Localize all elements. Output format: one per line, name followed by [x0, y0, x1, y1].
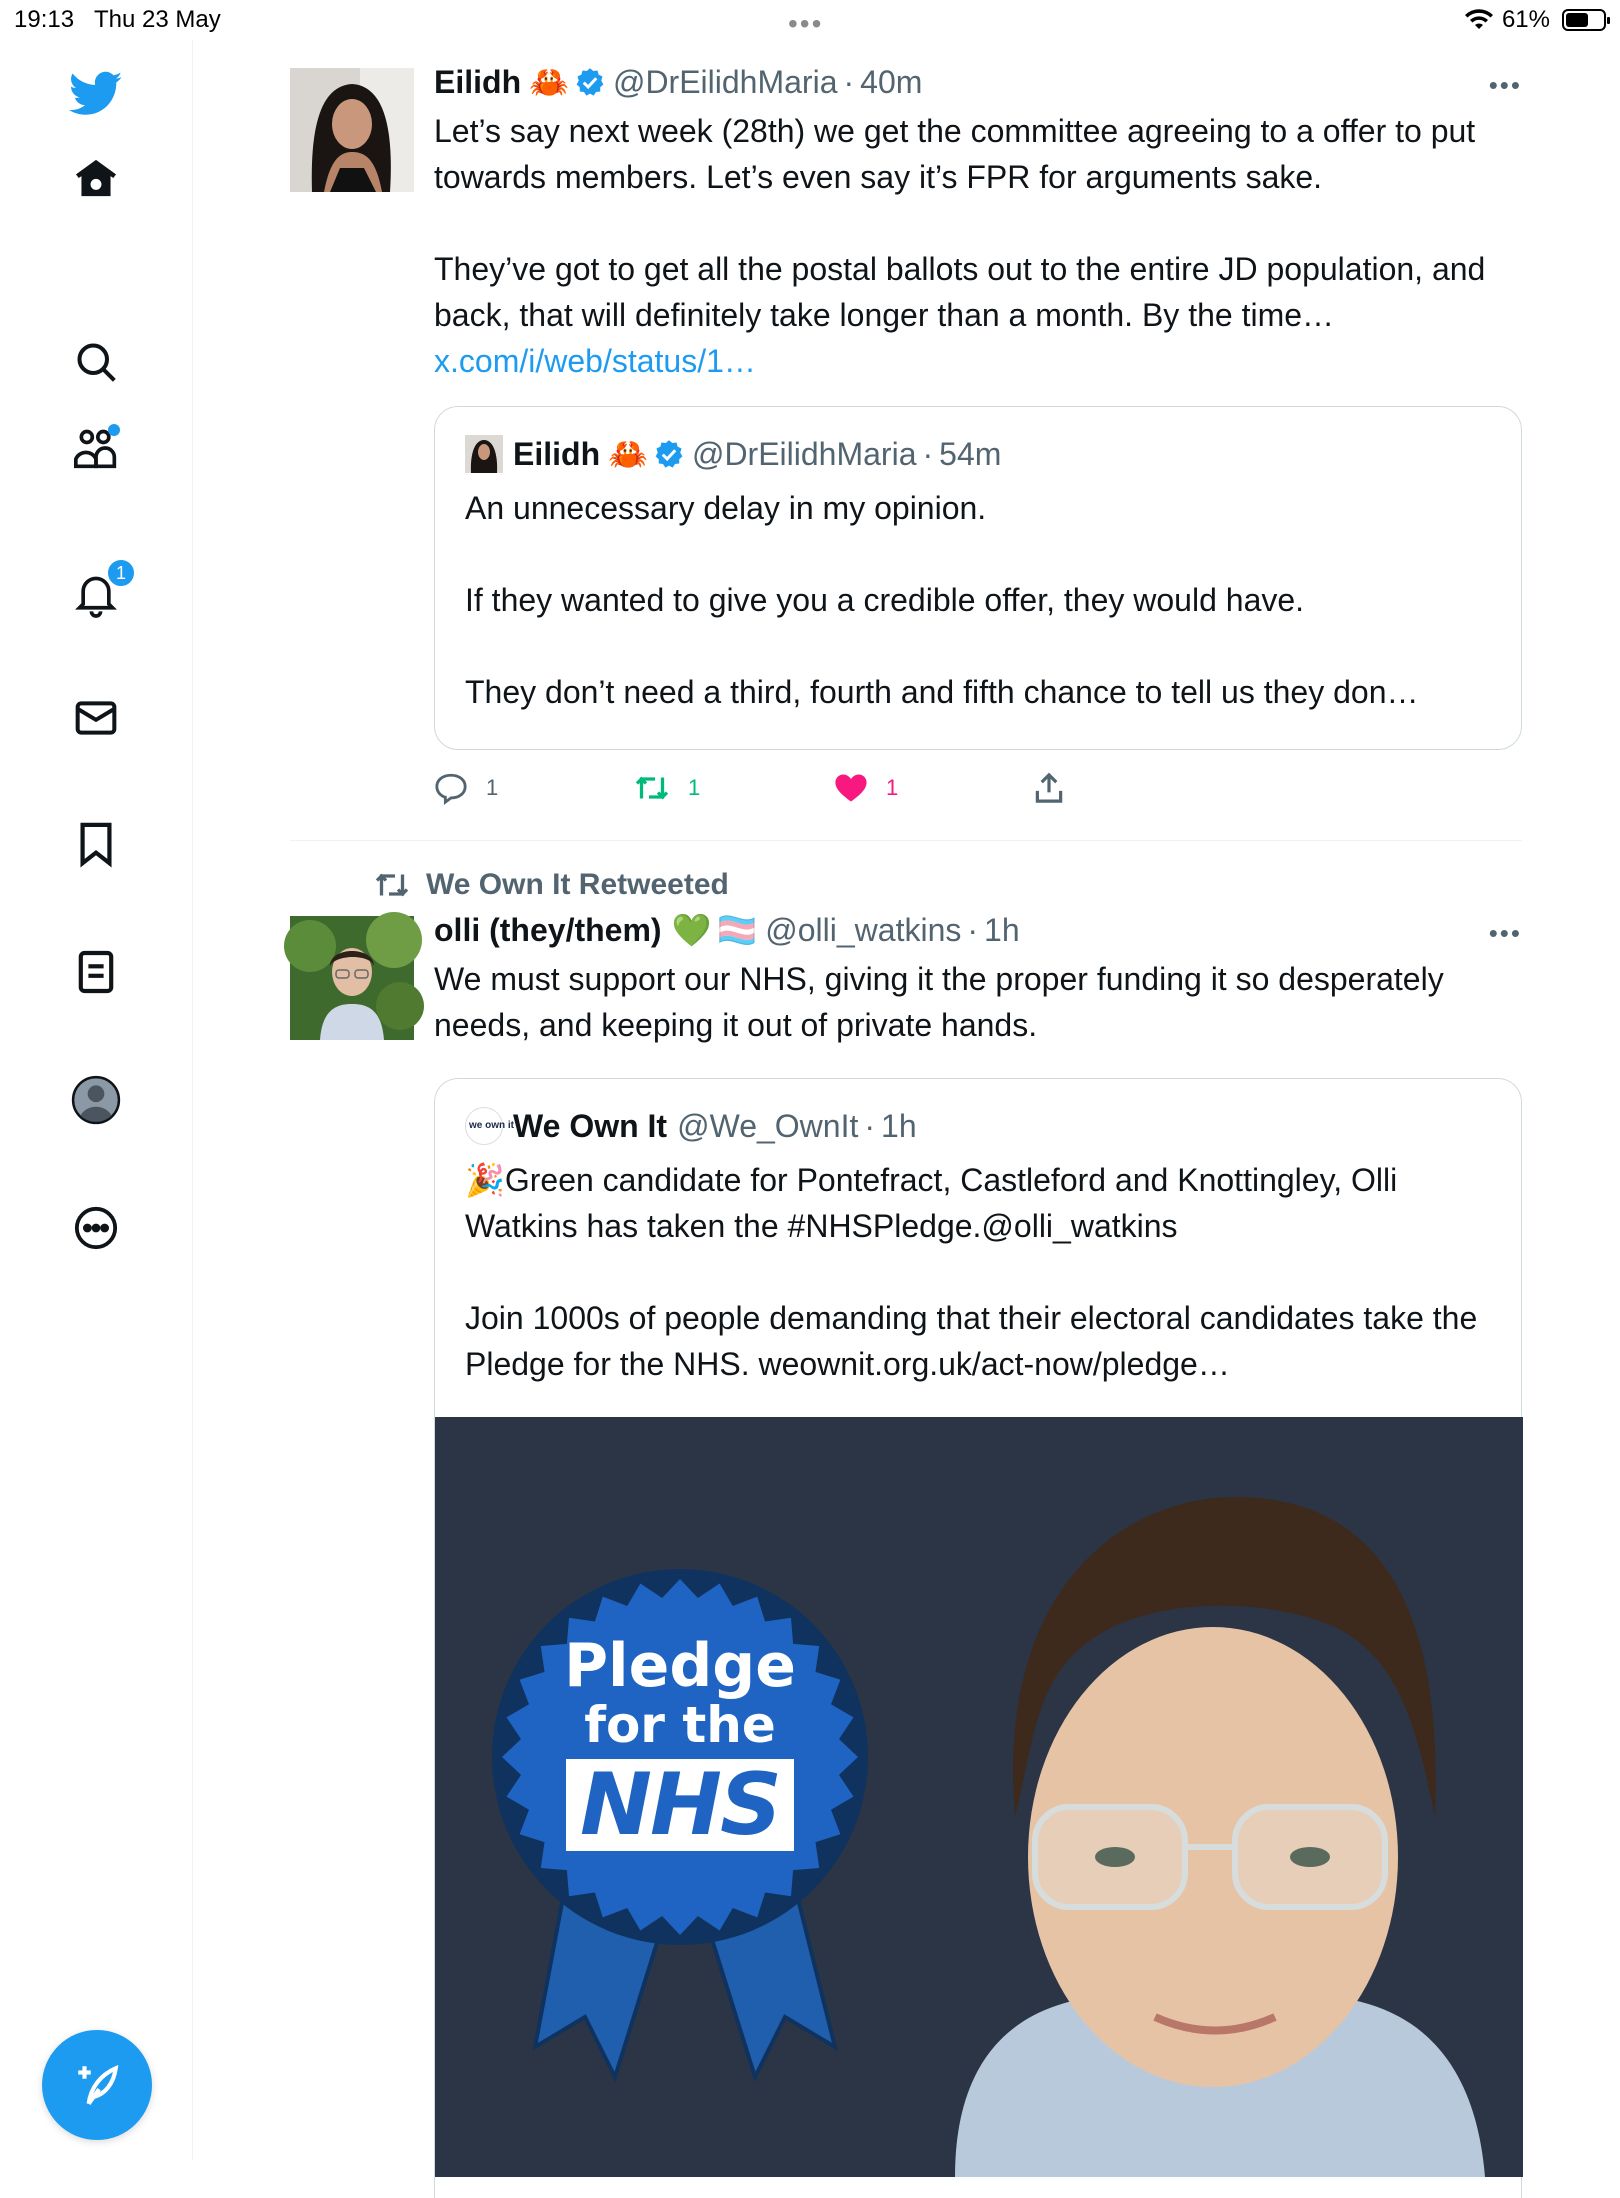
tweet[interactable]	[290, 862, 1522, 2162]
notifications-icon[interactable]	[68, 562, 126, 622]
pledge-badge-text	[492, 1631, 868, 1855]
battery-icon	[1562, 9, 1606, 31]
retweet-count: 1	[688, 775, 701, 800]
avatar[interactable]	[290, 916, 414, 1040]
avatar[interactable]	[290, 68, 414, 192]
name-emoji: 💚	[671, 912, 712, 948]
communities-icon[interactable]	[68, 420, 124, 476]
more-options-icon[interactable]: •••	[1488, 70, 1522, 100]
quoted-tweet-header: Eilidh 🦀 @DrEilidhMaria · 54m	[435, 407, 1521, 473]
quoted-text-paragraph: 🎉Green candidate for Pontefract, Castleford and Knottingley, Olli Watkins has taken the #NHSPledge.@olli_watkins	[465, 1162, 1398, 1244]
nhs-logo: NHS	[566, 1759, 794, 1851]
timestamp[interactable]: 40m	[860, 64, 923, 100]
quoted-tweet-text	[435, 473, 1521, 715]
retweeted-by-label[interactable]: We Own It Retweeted	[426, 868, 729, 901]
quoted-handle: @DrEilidhMaria	[691, 435, 917, 472]
quoted-avatar[interactable]	[465, 435, 503, 473]
profile-icon[interactable]	[68, 1072, 124, 1128]
reply-button[interactable]	[434, 772, 634, 804]
compose-icon	[72, 2060, 122, 2110]
tweet-media-image[interactable]	[435, 1417, 1523, 2177]
tweet-link[interactable]: x.com/i/web/status/1…	[434, 343, 756, 379]
verified-badge-icon	[575, 67, 605, 97]
verified-badge-icon	[654, 439, 684, 469]
retweet-icon	[634, 773, 670, 803]
pledge-line-2: for the	[584, 1696, 776, 1754]
like-count: 1	[886, 775, 899, 800]
pledge-line-1: Pledge	[564, 1631, 796, 1701]
notification-count-badge: 1	[106, 558, 136, 588]
retweet-button[interactable]	[634, 772, 834, 804]
display-name[interactable]: olli (they/them)	[434, 912, 662, 948]
tweet-text-paragraph: They’ve got to get all the postal ballots out to the entire JD population, and back, that will definitely take longer than a month. By the time…	[434, 251, 1486, 333]
compose-button[interactable]	[42, 2030, 152, 2140]
quoted-timestamp: 54m	[939, 435, 1002, 472]
sidebar	[0, 40, 193, 2160]
tweet-text	[434, 108, 1522, 384]
communities-dot-badge	[108, 424, 120, 436]
reply-icon	[434, 772, 468, 804]
retweet-context	[374, 868, 729, 902]
quoted-text-paragraph: If they wanted to give you a credible offer, they would have.	[465, 582, 1305, 618]
tweet[interactable]	[290, 40, 1522, 840]
quoted-text-paragraph: An unnecessary delay in my opinion.	[465, 490, 987, 526]
quoted-name-emoji: 🦀	[608, 436, 648, 472]
like-button[interactable]	[834, 772, 1034, 804]
battery-percent: 61%	[1501, 6, 1550, 33]
quoted-text-paragraph: Join 1000s of people demanding that their electoral candidates take the Pledge for the NHS. weownit.org.uk/act-now/pledge…	[465, 1300, 1478, 1382]
quoted-text-paragraph: They don’t need a third, fourth and fifth chance to tell us they don…	[465, 674, 1419, 710]
quoted-display-name[interactable]: Eilidh	[513, 435, 601, 472]
quoted-tweet[interactable]	[434, 406, 1522, 750]
battery-fill	[1566, 13, 1588, 27]
heart-icon	[834, 773, 868, 803]
quoted-display-name[interactable]: We Own It	[513, 1107, 668, 1144]
more-options-icon[interactable]: •••	[1488, 918, 1522, 948]
retweet-icon	[374, 870, 410, 900]
we-own-it-logo: we own it	[469, 1120, 514, 1131]
timestamp[interactable]: 1h	[984, 912, 1020, 948]
quoted-handle: @We_OwnIt	[677, 1107, 859, 1144]
tweet-header: Eilidh 🦀 @DrEilidhMaria · 40m	[434, 64, 923, 100]
reply-count: 1	[486, 775, 499, 800]
quoted-tweet-text	[435, 1145, 1521, 1387]
quoted-avatar[interactable]	[465, 1107, 514, 1145]
name-emoji: 🦀	[529, 64, 569, 100]
handle[interactable]: @DrEilidhMaria	[612, 64, 838, 100]
lists-icon[interactable]	[68, 944, 124, 1000]
status-bar	[0, 0, 1620, 40]
tweet-text-paragraph: Let’s say next week (28th) we get the committee agreeing to a offer to put towards members. Let’s even say it’s FPR for arguments sake.	[434, 113, 1476, 195]
tweet-header: olli (they/them) 💚 🏳️‍⚧️ @olli_watkins · 1h	[434, 912, 1020, 948]
tweet-divider	[290, 840, 1522, 841]
quoted-tweet[interactable]	[434, 1078, 1522, 2198]
home-icon[interactable]	[68, 150, 124, 206]
tweet-text	[434, 956, 1522, 1048]
bookmarks-icon[interactable]	[68, 816, 124, 872]
name-flag: 🏳️‍⚧️	[717, 912, 758, 948]
handle[interactable]: @olli_watkins	[765, 912, 962, 948]
quoted-timestamp: 1h	[881, 1107, 917, 1144]
status-date: Thu 23 May	[94, 6, 221, 33]
status-time: 19:13	[14, 6, 75, 33]
tweet-actions	[434, 772, 1234, 804]
multitasking-dots[interactable]: •••	[788, 8, 824, 39]
tweet-text-paragraph: We must support our NHS, giving it the proper funding it so desperately needs, and keeping it out of private hands.	[434, 961, 1444, 1043]
search-icon[interactable]	[68, 334, 124, 390]
share-icon	[1034, 772, 1064, 804]
wifi-icon	[1464, 8, 1494, 32]
share-button[interactable]	[1034, 772, 1234, 804]
more-icon[interactable]	[68, 1200, 124, 1256]
twitter-logo-icon[interactable]	[68, 66, 124, 122]
messages-icon[interactable]	[68, 690, 124, 746]
display-name[interactable]: Eilidh	[434, 64, 522, 100]
quoted-tweet-header: we own it We Own It @We_OwnIt · 1h	[435, 1079, 1521, 1145]
